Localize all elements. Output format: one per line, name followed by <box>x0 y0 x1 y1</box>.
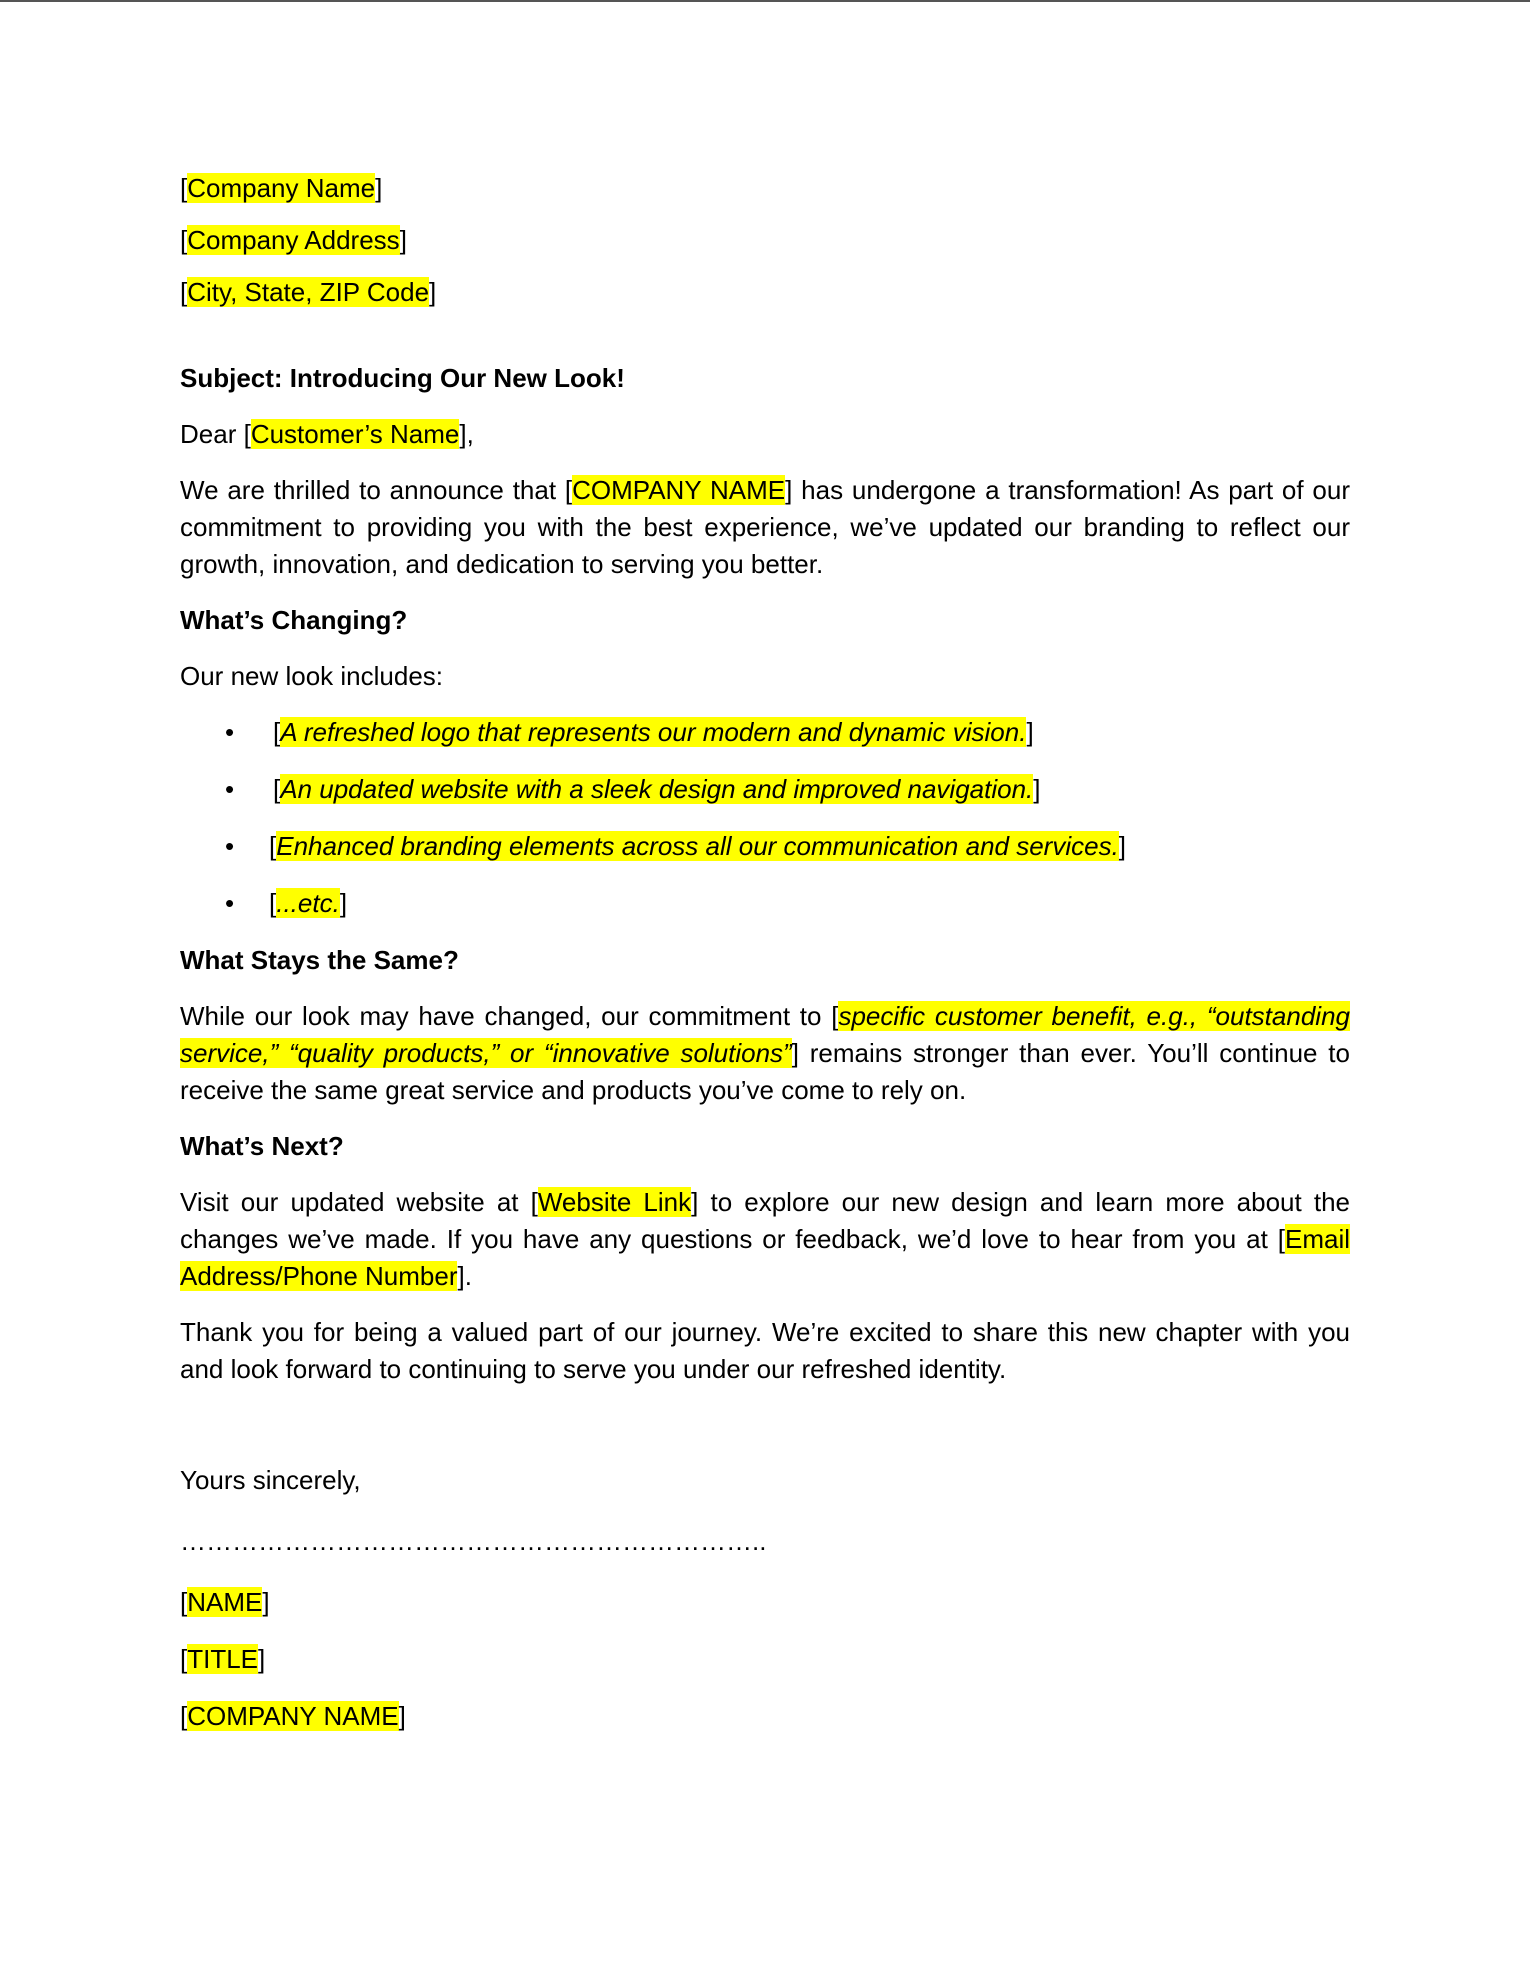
company-name-placeholder: Company Name <box>187 173 376 203</box>
signature-dotted-line: ………………………………………………………….. <box>180 1526 767 1556</box>
heading-what-stays-the-same: What Stays the Same? <box>180 945 459 975</box>
change-item-text: A refreshed logo that represents our modern and dynamic vision. <box>280 717 1027 747</box>
sender-company-address: [Company Address] <box>180 225 407 255</box>
letter-document <box>180 170 1350 1755</box>
salutation: Dear [Customer’s Name], <box>180 419 474 449</box>
whats-next-paragraph <box>180 1184 1350 1295</box>
change-item-text: An updated website with a sleek design and improved navigation. <box>280 774 1034 804</box>
intro-paragraph <box>180 472 1350 583</box>
intro-company-name-placeholder: COMPANY NAME <box>572 475 786 505</box>
signature-title: [TITLE] <box>180 1644 266 1674</box>
sender-address-block <box>180 170 1350 311</box>
title-placeholder: TITLE <box>187 1644 259 1674</box>
customer-name-placeholder: Customer’s Name <box>250 419 460 449</box>
signature-company-placeholder: COMPANY NAME <box>187 1701 399 1731</box>
change-item-text: Enhanced branding elements across all our communication and services. <box>276 831 1119 861</box>
list-item: • [...etc.] <box>180 885 1350 922</box>
closing-spacer <box>180 1407 1350 1462</box>
website-link-placeholder: Website Link <box>537 1187 692 1217</box>
change-item-text: ...etc. <box>276 888 340 918</box>
signature-company: [COMPANY NAME] <box>180 1701 406 1731</box>
bullet-icon: • <box>225 831 235 861</box>
thanks-paragraph: Thank you for being a valued part of our journey. We’re excited to share this new chapter with you and look forward to continuing to serve you under our refreshed identity. <box>180 1317 1350 1384</box>
address-spacer <box>180 326 1350 360</box>
signature-name: [NAME] <box>180 1587 270 1617</box>
subject-line: Subject: Introducing Our New Look! <box>180 363 625 393</box>
next-part1: Visit our updated website at [ <box>180 1187 538 1217</box>
bullet-icon: • <box>225 774 235 804</box>
list-item: • [Enhanced branding elements across all our communication and services.] <box>180 828 1350 865</box>
changes-list <box>180 714 1350 922</box>
signature-block <box>180 1584 1350 1735</box>
stays-same-paragraph <box>180 998 1350 1109</box>
email-phone-placeholder: Email Address/Phone Number <box>180 1224 1350 1291</box>
heading-whats-changing: What’s Changing? <box>180 605 408 635</box>
list-item: • [A refreshed logo that represents our modern and dynamic vision.] <box>180 714 1350 751</box>
city-state-zip-placeholder: City, State, ZIP Code <box>187 277 430 307</box>
stays-after: ] remains stronger than ever. You’ll continue to receive the same great service and products you’ve come to rely on. <box>180 1038 1350 1105</box>
closing-line: Yours sincerely, <box>180 1465 361 1495</box>
heading-whats-next: What’s Next? <box>180 1131 344 1161</box>
intro-after: ] has undergone a transformation! As part of our commitment to providing you with the best experience, we’ve updated our branding to reflect our growth, innovation, and dedication to serving you better. <box>180 475 1350 579</box>
changing-lead: Our new look includes: <box>180 661 444 691</box>
bullet-icon: • <box>225 888 235 918</box>
customer-benefit-placeholder: specific customer benefit, e.g., “outstanding service,” “quality products,” or “innovative solutions” <box>180 1001 1350 1068</box>
salutation-prefix: Dear <box>180 419 237 449</box>
next-part2: ] to explore our new design and learn more about the changes we’ve made. If you have any questions or feedback, we’d love to hear from you at [ <box>180 1187 1350 1254</box>
page-top-border <box>0 0 1530 2</box>
sender-company-name: [Company Name] <box>180 173 383 203</box>
bullet-icon: • <box>225 717 235 747</box>
salutation-suffix: ], <box>459 419 474 449</box>
stays-before: While our look may have changed, our commitment to [ <box>180 1001 839 1031</box>
next-part3: ]. <box>457 1261 472 1291</box>
intro-before: We are thrilled to announce that [ <box>180 475 573 505</box>
company-address-placeholder: Company Address <box>187 225 400 255</box>
name-placeholder: NAME <box>187 1587 263 1617</box>
sender-city-state-zip: [City, State, ZIP Code] <box>180 277 437 307</box>
list-item: • [An updated website with a sleek design and improved navigation.] <box>180 771 1350 808</box>
